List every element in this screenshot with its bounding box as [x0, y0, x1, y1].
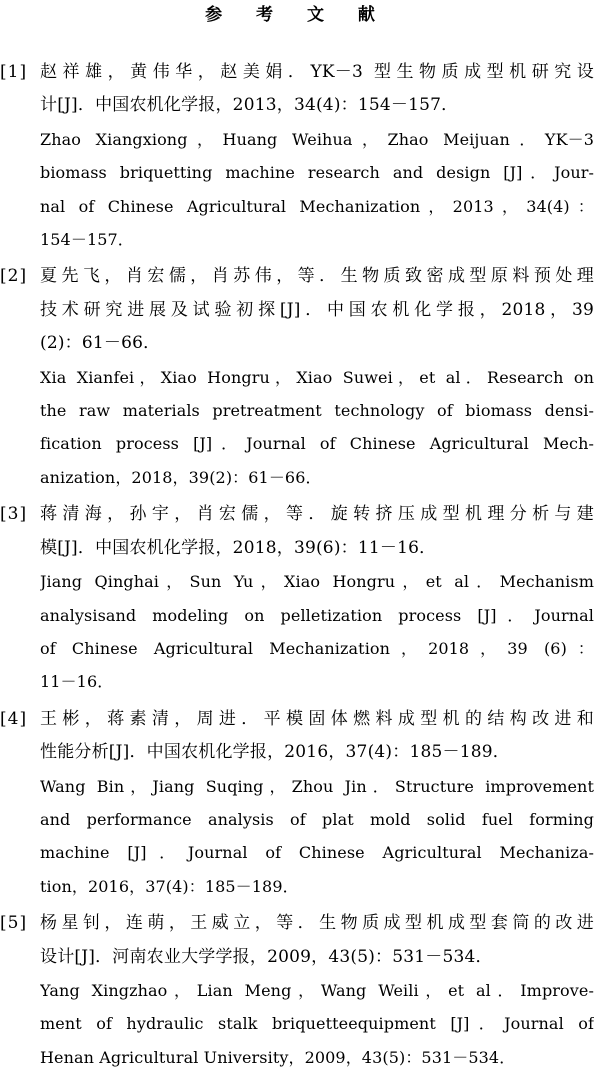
reference-entry-3 — [0, 498, 594, 698]
reference-line: and performance analysis of plat mold solid fuel forming — [40, 809, 594, 829]
reference-line: Yang Xingzhao，Lian Meng，Wang Weili，et al．Improve- — [40, 980, 594, 1000]
reference-line: biomass briquetting machine research and design [J]．Jour- — [40, 163, 594, 183]
reference-line: Zhao Xiangxiong，Huang Weihua，Zhao Meijuan．YK－3 — [40, 129, 594, 149]
reference-line: 赵祥雄，黄伟华，赵美娟．YK－3 型生物质成型机研究设 — [40, 62, 594, 82]
reference-entry-4 — [0, 703, 594, 903]
reference-line: tion，2016，37(4)：185－189． — [40, 876, 299, 896]
reference-line: of Chinese Agricultural Mechanization，2018，39 (6)： — [40, 638, 594, 658]
reference-line: 154－157． — [40, 230, 134, 250]
reference-number: [1] — [0, 62, 28, 82]
reference-line: 技术研究进展及试验初探[J]．中国农机化学报，2018，39 — [40, 299, 594, 320]
reference-line: 性能分析[J]．中国农机化学报，2016，37(4)：185－189． — [40, 742, 510, 763]
reference-line: ment of hydraulic stalk briquetteequipment [J]．Journal of — [40, 1014, 594, 1034]
reference-number: [4] — [0, 708, 28, 729]
reference-line: nal of Chinese Agricultural Mechanization，2013，34(4)： — [40, 196, 594, 216]
reference-number: [3] — [0, 504, 28, 525]
reference-line: the raw materials pretreatment technology of biomass densi- — [40, 401, 594, 421]
reference-number: [5] — [0, 913, 28, 934]
reference-line: Xia Xianfei，Xiao Hongru，Xiao Suwei，et al．Research on — [40, 367, 594, 387]
reference-entry-1 — [0, 56, 594, 256]
reference-line: anization，2018，39(2)：61－66． — [40, 467, 322, 487]
reference-line: Henan Agricultural University，2009，43(5)：531－534． — [40, 1047, 516, 1067]
reference-line: machine [J]．Journal of Chinese Agricultural Mechaniza- — [40, 843, 594, 863]
reference-line: (2)：61－66． — [40, 333, 161, 354]
reference-line: 计[J]．中国农机化学报，2013，34(4)：154－157． — [40, 95, 459, 116]
reference-line: 王彬，蒋素清，周进．平模固体燃料成型机的结构改进和 — [40, 708, 594, 729]
reference-line: fication process [J]．Journal of Chinese Agricultural Mech- — [40, 434, 594, 454]
reference-line: Wang Bin，Jiang Suqing，Zhou Jin．Structure improvement — [40, 776, 594, 796]
reference-line: 蒋清海，孙宇，肖宏儒，等．旋转挤压成型机理分析与建 — [40, 504, 594, 525]
reference-line: 11－16． — [40, 672, 114, 692]
reference-line: Jiang Qinghai，Sun Yu，Xiao Hongru，et al．Mechanism — [40, 572, 594, 592]
reference-line: 夏先飞，肖宏儒，肖苏伟，等．生物质致密成型原料预处理 — [40, 266, 594, 287]
reference-line: 设计[J]．河南农业大学学报，2009，43(5)：531－534． — [40, 946, 493, 967]
reference-line: 模[J]．中国农机化学报，2018，39(6)：11－16． — [40, 537, 437, 558]
references-heading: 参 考 文 献 — [205, 5, 389, 25]
reference-entry-2 — [0, 260, 594, 494]
reference-line: analysisand modeling on pelletization process [J]．Journal — [40, 605, 594, 625]
reference-line: 杨星钊，连萌，王威立，等．生物质成型机成型套筒的改进 — [40, 913, 594, 934]
reference-number: [2] — [0, 266, 28, 287]
